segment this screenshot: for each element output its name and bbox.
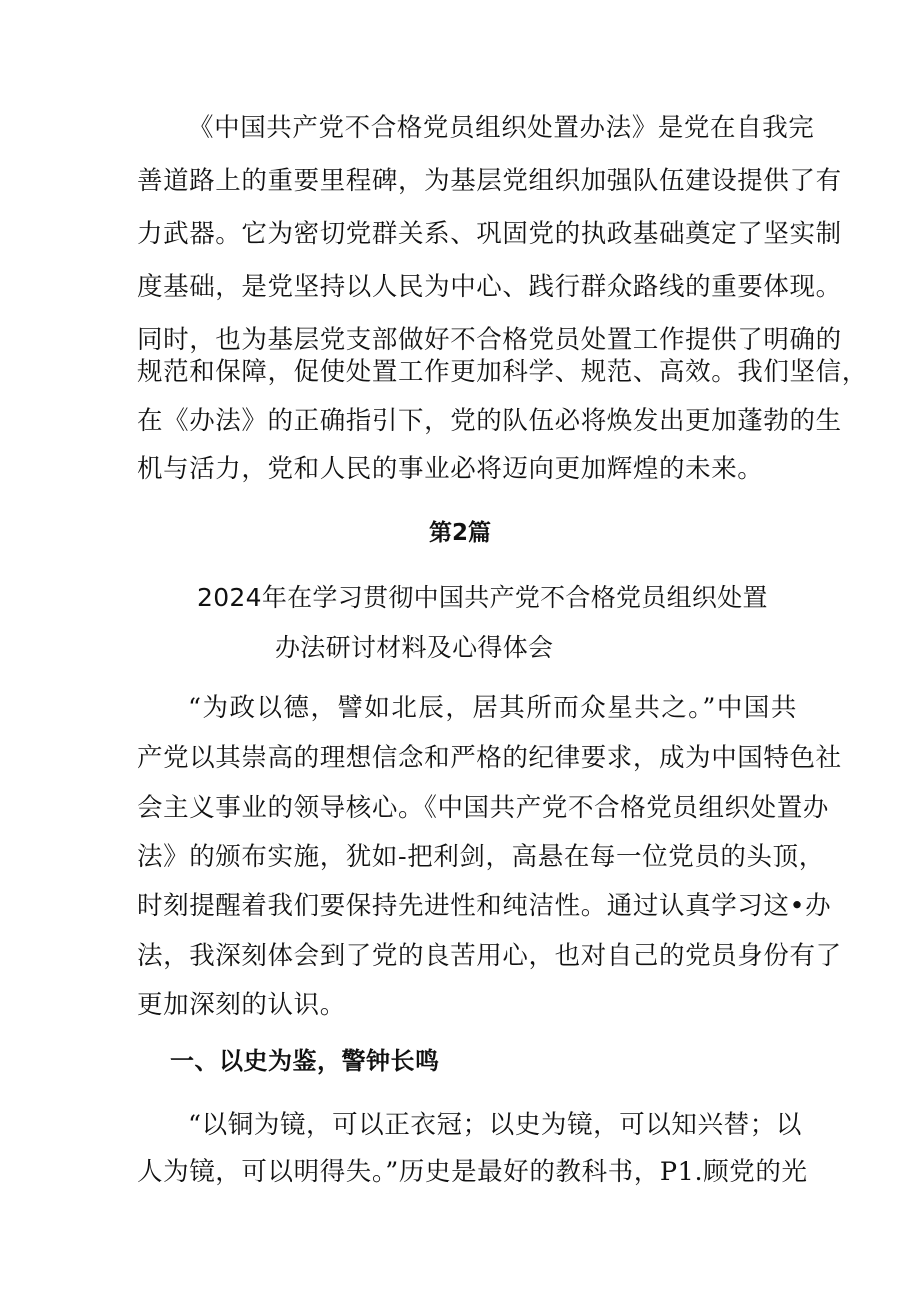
article-title-line-1: 2024年在学习贯彻中国共产党不合格党员组织处置 [197, 583, 768, 612]
paragraph-2-line-1: “为政以德，譬如北辰，居其所而众星共之。”中国共 [188, 693, 797, 723]
paragraph-1-line-3: 力武器。它为密切党群关系、巩固党的执政基础奠定了坚实制 [137, 219, 842, 249]
section-heading-1: 一、以史为鉴，警钟长鸣 [170, 1047, 440, 1075]
paragraph-1-line-2: 善道路上的重要里程碑，为基层党组织加强队伍建设提供了有 [137, 166, 842, 196]
paragraph-2-line-5: 时刻提醒着我们要保持先进性和纯洁性。通过认真学习这•办 [137, 891, 832, 921]
paragraph-1-line-7: 在《办法》的正确指引下，党的队伍必将焕发出更加蓬勃的生 [137, 406, 842, 436]
paragraph-2-line-6: 法，我深刻体会到了党的良苦用心，也对自己的党员身份有了 [137, 941, 842, 971]
article-title-line-2: 办法研讨材料及心得体会 [275, 633, 554, 662]
paragraph-2-line-2: 产党以其崇高的理想信念和严格的纪律要求，成为中国特色社 [137, 743, 842, 773]
paragraph-1-line-4: 度基础，是党坚持以人民为中心、践行群众路线的重要体现。 [137, 272, 842, 302]
paragraph-1-line-6: 规范和保障，促使处置工作更加科学、规范、高效。我们坚信， [137, 357, 868, 387]
paragraph-2-line-7: 更加深刻的认识。 [137, 990, 346, 1020]
paragraph-3-line-2: 人为镜，可以明得失。”历史是最好的教科书，P1.顾党的光 [137, 1157, 808, 1187]
paragraph-1-line-8: 机与活力，党和人民的事业必将迈向更加辉煌的未来。 [137, 454, 764, 484]
paragraph-2-line-3: 会主义事业的领导核心。《中国共产党不合格党员组织处置办 [137, 793, 829, 823]
paragraph-1-line-5: 同时，也为基层党支部做好不合格党员处置工作提供了明确的 [137, 325, 842, 355]
paragraph-3-line-1: “以铜为镜，可以正衣冠；以史为镜，可以知兴替；以 [188, 1110, 802, 1140]
section-label: 第2篇 [428, 520, 491, 546]
paragraph-1-line-1: 《中国共产党不合格党员组织处置办法》是党在自我完 [188, 113, 815, 143]
paragraph-2-line-4: 法》的颁布实施，犹如-把利剑，高悬在每一位党员的头顶， [137, 842, 825, 872]
